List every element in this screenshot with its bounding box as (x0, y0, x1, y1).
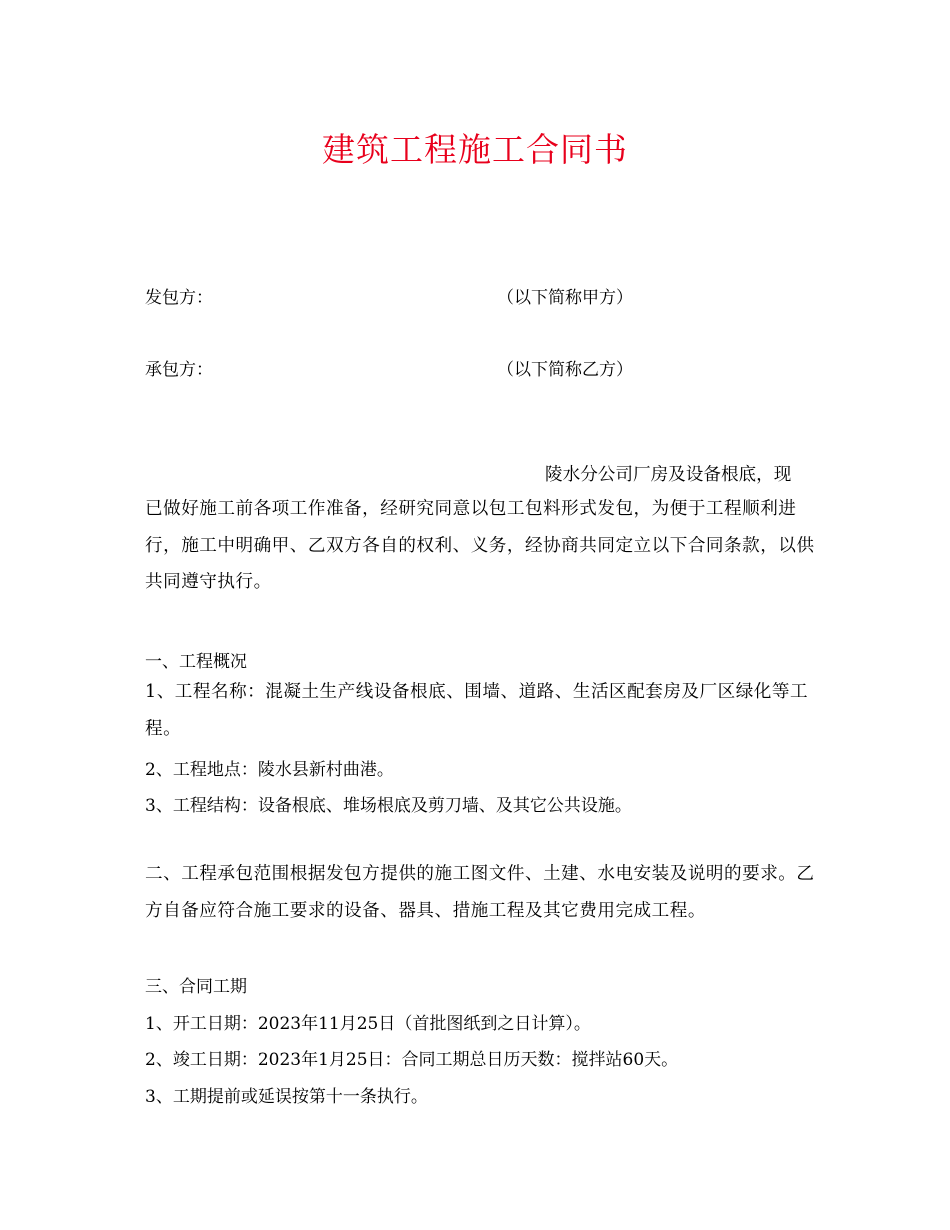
section-1-item: 2、工程地点：陵水县新村曲港。 (145, 760, 394, 780)
section-1-item: 3、工程结构：设备根底、堆场根底及剪刀墙、及其它公共设施。 (145, 796, 632, 816)
section-2-paragraph: 二、工程承包范围根据发包方提供的施工图文件、土建、水电安装及说明的要求。乙方自备应符合施工要求的设备、器具、措施工程及其它费用完成工程。 (145, 864, 815, 921)
party-a-label: 发包方： (145, 288, 213, 308)
party-a-note: （以下简称甲方） (497, 288, 633, 308)
section-3-item: 1、开工日期：2023年11月25日（首批图纸到之日计算）。 (145, 1014, 591, 1034)
section-3-item: 3、工期提前或延误按第十一条执行。 (145, 1087, 428, 1107)
intro-first-line: 陵水分公司厂房及设备根底，现 (545, 465, 792, 485)
section-3-heading: 三、合同工期 (145, 977, 247, 997)
intro-paragraph: 已做好施工前各项工作准备，经研究同意以包工包料形式发包，为便于工程顺利进行，施工中明确甲、乙双方各自的权利、义务，经协商共同定立以下合同条款，以供共同遵守执行。 (145, 499, 815, 592)
section-1-heading: 一、工程概况 (145, 652, 247, 672)
party-b-note: （以下简称乙方） (497, 360, 633, 380)
section-1-item: 1、工程名称：混凝土生产线设备根底、围墙、道路、生活区配套房及厂区绿化等工程。 (145, 682, 809, 739)
party-b-label: 承包方： (145, 360, 213, 380)
section-3-item: 2、竣工日期：2023年1月25日：合同工期总日历天数：搅拌站60天。 (145, 1050, 679, 1070)
document-title: 建筑工程施工合同书 (322, 130, 628, 169)
